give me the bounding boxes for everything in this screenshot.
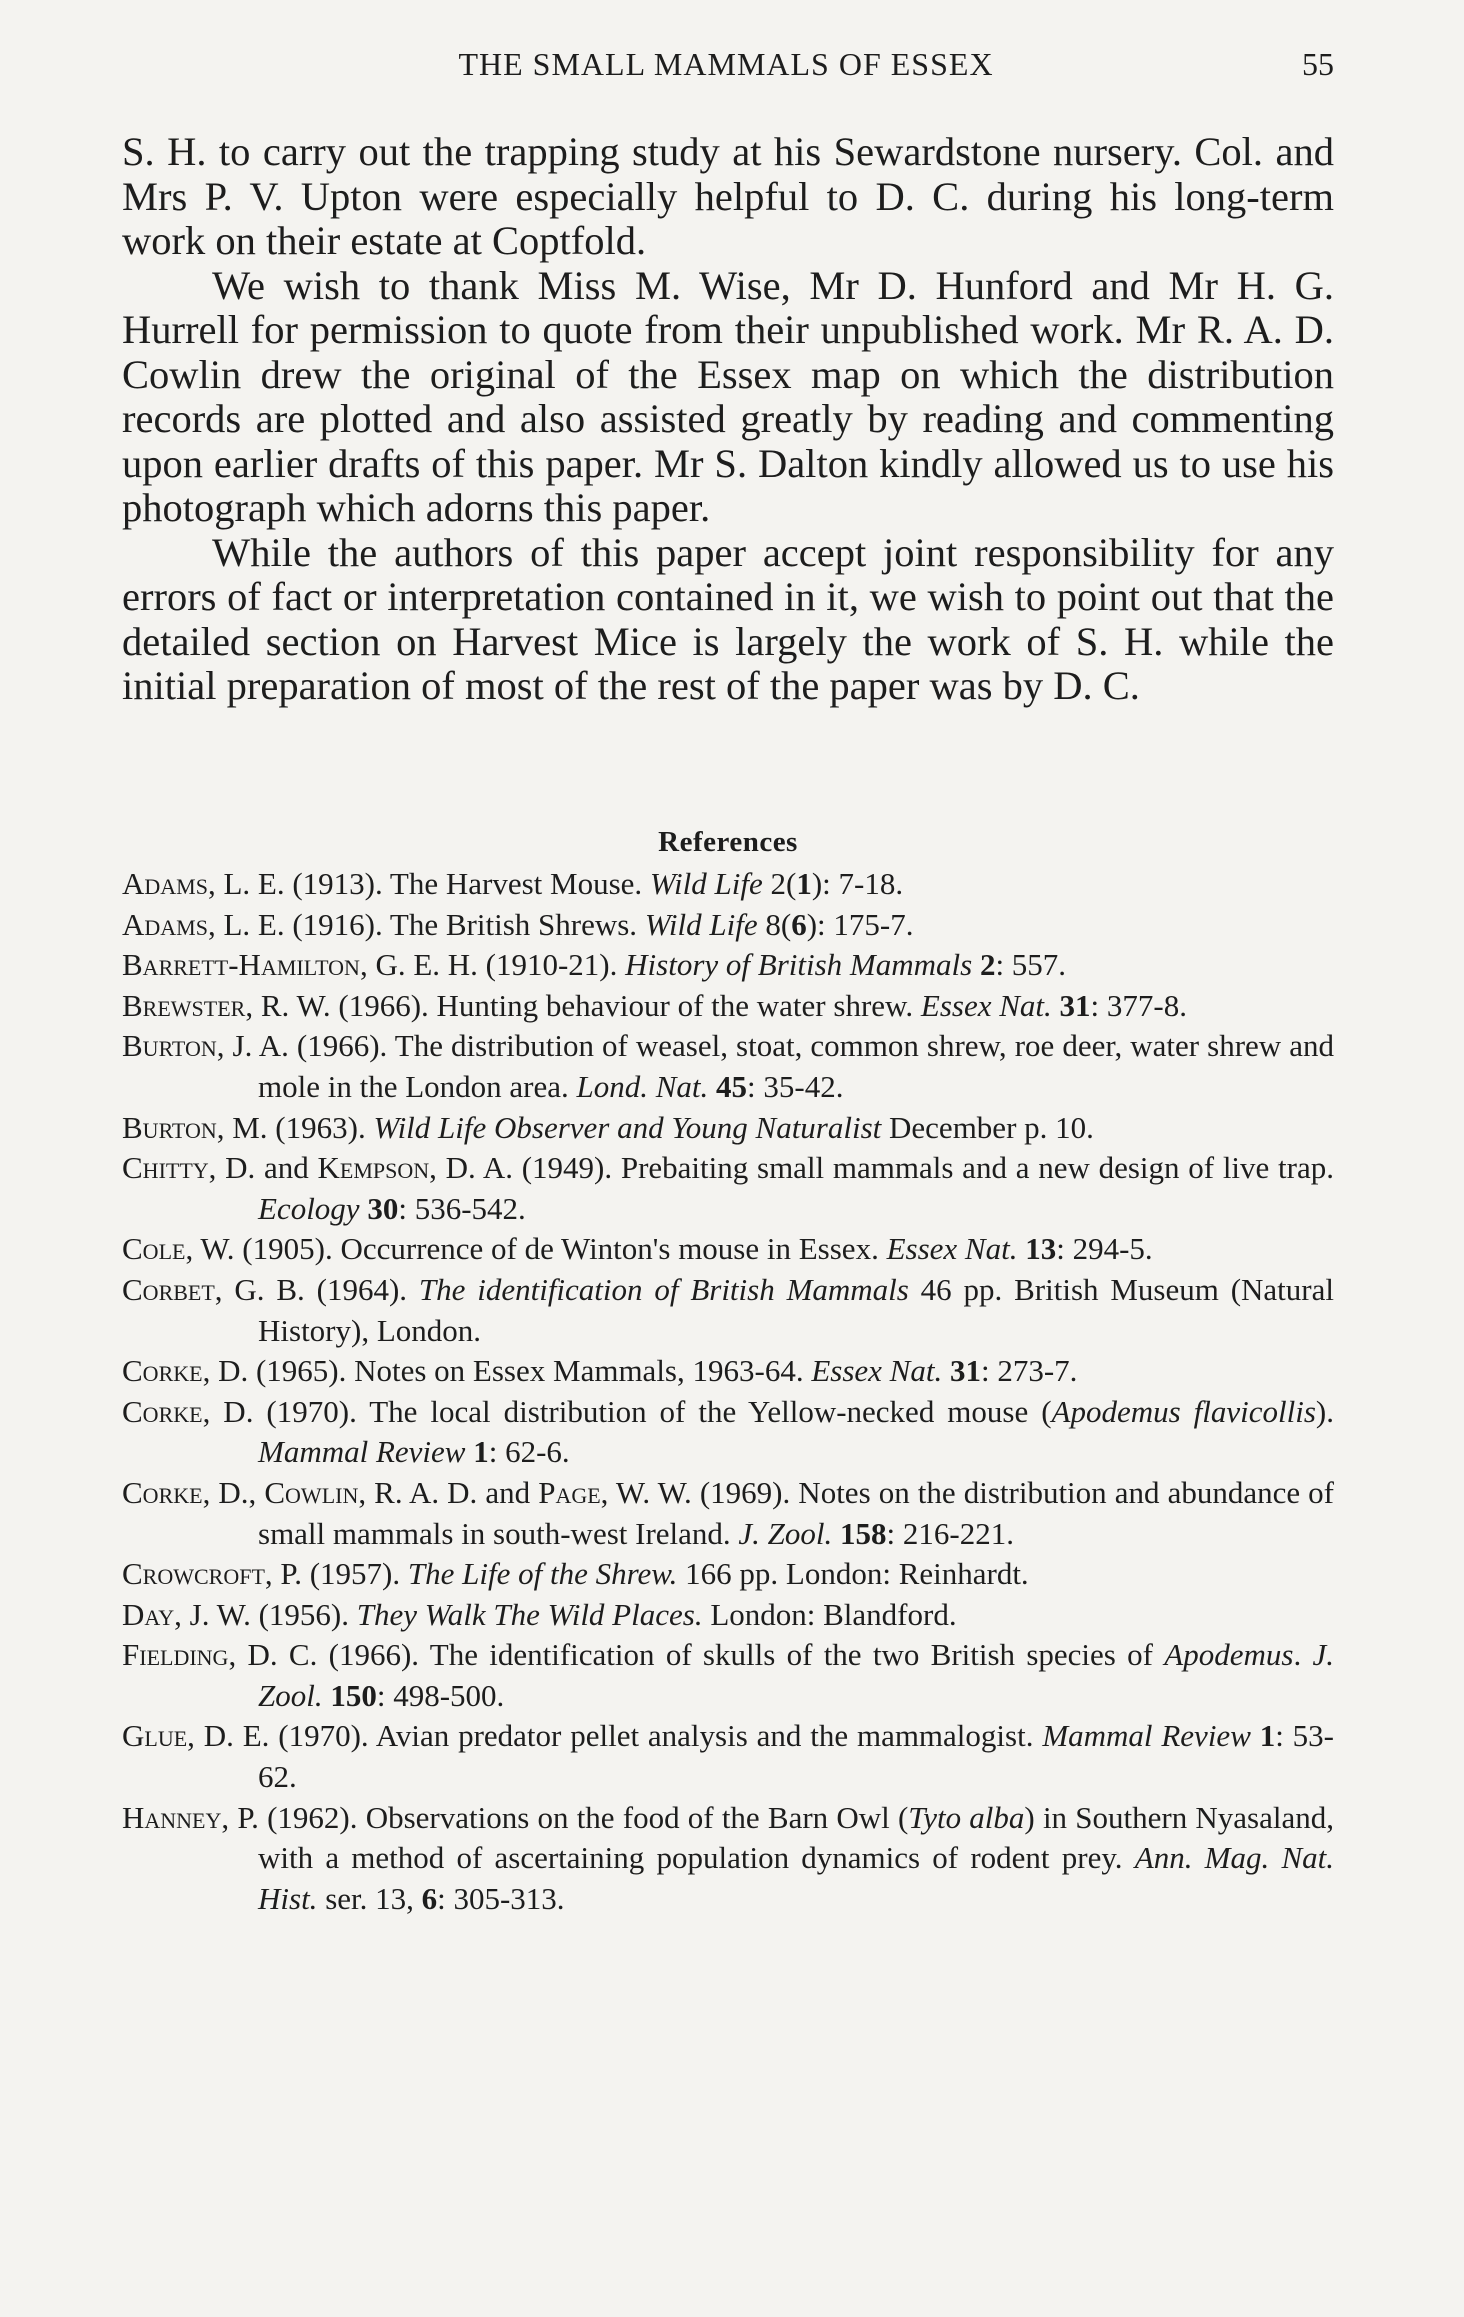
text-run: , D. (1965). Notes on Essex Mammals, 1963-64.	[202, 1353, 812, 1389]
text-run: , D. E. (1970). Avian predator pellet analysis and the mammalogist.	[187, 1718, 1043, 1754]
italic-title: J. Zool.	[258, 1637, 1334, 1713]
text-run: : 273-7.	[980, 1353, 1078, 1389]
text-run: : 377-8.	[1090, 987, 1187, 1023]
text-run: , G. E. H. (1910-21).	[359, 947, 626, 983]
text-run: , L. E. (1913). The Harvest Mouse.	[207, 866, 650, 901]
bold-number: 6	[421, 1880, 438, 1916]
small-caps-name: Brewster	[122, 987, 246, 1023]
small-caps-name: Kempson	[317, 1150, 430, 1186]
text-run: ): 7-18.	[811, 866, 904, 901]
text-run: , D. C. (1966). The identification of skulls of the two British species of	[228, 1637, 1165, 1673]
small-caps-name: Hanney	[122, 1799, 222, 1835]
reference-entry	[122, 1229, 1334, 1270]
text-run: ) in Southern Nyasaland, with a method of ascertaining population dynamics of rodent prey.	[258, 1799, 1334, 1876]
text-run: S. H. to carry out the trapping study at his Sewardstone nursery. Col. and Mrs P. V. Upton were especially helpful to D. C. during his long-term work on their estate at Coptfold.	[122, 129, 1334, 263]
text-run: , R. W. (1966). Hunting behaviour of the water shrew.	[245, 987, 921, 1023]
small-caps-name: Glue	[122, 1718, 188, 1754]
reference-entry	[122, 1148, 1334, 1229]
text-run: ser. 13,	[317, 1880, 422, 1916]
italic-title: Mammal Review	[1042, 1718, 1251, 1754]
small-caps-name: Chitty	[122, 1150, 209, 1186]
italic-title: Essex Nat.	[811, 1353, 943, 1389]
italic-title: Tyto alba	[908, 1799, 1025, 1835]
text-run: 166 pp. London: Reinhardt.	[677, 1556, 1029, 1592]
text-run: , D. and	[208, 1150, 318, 1186]
text-run: .	[1293, 1637, 1313, 1673]
bold-number: 31	[1059, 987, 1091, 1023]
reference-entry	[122, 1716, 1334, 1797]
italic-title: The Life of the Shrew.	[407, 1556, 678, 1592]
bold-number: 45	[716, 1068, 748, 1104]
italic-title: Essex Nat.	[886, 1231, 1018, 1267]
italic-title: Apodemus	[1164, 1637, 1294, 1673]
reference-entry	[122, 864, 1334, 905]
text-run: : 62-6.	[488, 1434, 570, 1470]
bold-number: 6	[791, 906, 807, 942]
italic-title: Ecology	[258, 1190, 360, 1226]
body-text	[122, 130, 1334, 709]
text-run: December p. 10.	[881, 1109, 1094, 1145]
reference-entry	[122, 1351, 1334, 1392]
text-run: : 305-313.	[437, 1880, 565, 1916]
text-run: , J. A. (1966). The distribution of weasel, stoat, common shrew, roe deer, water shrew and mole in the London area.	[216, 1028, 1334, 1104]
text-run: , L. E. (1916). The British Shrews.	[207, 906, 645, 942]
reference-entry	[122, 1635, 1334, 1716]
bold-number: 1	[796, 866, 812, 901]
small-caps-name: Fielding	[122, 1637, 229, 1673]
text-run: 46 pp. British Museum (Natural History), London.	[258, 1271, 1334, 1348]
bold-number: 1	[473, 1434, 489, 1470]
text-run	[832, 1516, 840, 1551]
reference-entry	[122, 1026, 1334, 1107]
reference-entry	[122, 1554, 1334, 1595]
text-run: : 557.	[995, 947, 1067, 983]
text-run: , J. W. (1956).	[174, 1596, 357, 1632]
reference-entry	[122, 1108, 1334, 1149]
reference-entry	[122, 945, 1334, 986]
references-heading: References	[658, 826, 798, 858]
italic-title: Wild Life Observer and Young Naturalist	[373, 1109, 882, 1145]
reference-entry	[122, 1595, 1334, 1636]
small-caps-name: Burton	[122, 1028, 217, 1064]
text-run: , G. B. (1964).	[214, 1271, 419, 1307]
italic-title: They Walk The Wild Places.	[356, 1596, 703, 1632]
reference-entry	[122, 905, 1334, 946]
small-caps-name: Burton	[122, 1109, 217, 1145]
text-run	[1052, 988, 1060, 1023]
body-paragraph	[122, 531, 1334, 709]
small-caps-name: Adams	[122, 906, 208, 942]
text-run: , W. W. (1969). Notes on the distribution and abundance of small mammals in south-west Ireland.	[258, 1474, 1334, 1551]
italic-title: Essex Nat.	[920, 987, 1052, 1023]
running-header	[118, 46, 1334, 96]
small-caps-name: Cole	[122, 1231, 186, 1267]
small-caps-name: Barrett-Hamilton	[122, 947, 360, 983]
text-run: , P. (1962). Observations on the food of the Barn Owl (	[221, 1799, 909, 1835]
italic-title: The identification of British Mammals	[418, 1271, 909, 1307]
reference-list	[122, 864, 1334, 1919]
italic-title: Ann. Mag. Nat. Hist.	[258, 1840, 1334, 1916]
text-run: , D. A. (1949). Prebaiting small mammals and a new design of live trap.	[429, 1150, 1334, 1186]
text-run	[942, 1353, 950, 1388]
text-run: , R. A. D. and	[358, 1474, 539, 1510]
text-run	[708, 1069, 716, 1104]
small-caps-name: Corke	[122, 1474, 203, 1510]
text-run: London: Blandford.	[702, 1596, 957, 1632]
bold-number: 13	[1025, 1231, 1057, 1267]
bold-number: 31	[949, 1353, 981, 1389]
reference-entry	[122, 986, 1334, 1027]
text-run: : 498-500.	[376, 1677, 505, 1713]
text-run: : 53-62.	[258, 1718, 1334, 1795]
bold-number: 2	[979, 947, 996, 983]
small-caps-name: Corbet	[122, 1271, 215, 1307]
text-run: : 35-42.	[747, 1068, 844, 1104]
bold-number: 158	[840, 1515, 887, 1551]
small-caps-name: Day	[122, 1596, 175, 1632]
body-paragraph	[122, 130, 1334, 264]
italic-title: Apodemus flavicollis	[1051, 1393, 1316, 1429]
italic-title: Wild Life	[644, 906, 758, 942]
small-caps-name: Crowcroft	[122, 1556, 265, 1592]
italic-title: Lond. Nat.	[576, 1068, 709, 1104]
italic-title: History of British Mammals	[625, 947, 973, 983]
text-run: 2(	[762, 866, 797, 901]
page-number: 55	[1302, 46, 1334, 82]
italic-title: Wild Life	[649, 866, 763, 901]
text-run: 8(	[757, 906, 792, 942]
italic-title: Mammal Review	[258, 1434, 466, 1470]
small-caps-name: Page	[538, 1474, 601, 1510]
text-run: , W. (1905). Occurrence of de Winton's mouse in Essex.	[185, 1231, 887, 1267]
text-run: , D. (1970). The local distribution of the Yellow-necked mouse (	[202, 1393, 1052, 1429]
text-run: , P. (1957).	[264, 1556, 408, 1592]
text-run: : 536-542.	[398, 1190, 526, 1226]
text-run: We wish to thank Miss M. Wise, Mr D. Hunford and Mr H. G. Hurrell for permission to quote from their unpublished work. Mr R. A. D. Cowlin drew the original of the Essex map on which the distribution records are plotted and also assisted greatly by reading and commenting upon earlier drafts of this paper. Mr S. Dalton kindly allowed us to use his photograph which adorns this paper.	[122, 262, 1334, 530]
text-run: While the authors of this paper accept joint responsibility for any errors of fact or interpretation contained in it, we wish to point out that the detailed section on Harvest Mice is largely the work of S. H. while the initial preparation of most of the rest of the paper was by D. C.	[122, 529, 1334, 708]
reference-entry	[122, 1798, 1334, 1920]
text-run: , D.,	[202, 1474, 265, 1510]
reference-entry	[122, 1392, 1334, 1473]
text-run: ).	[1315, 1393, 1334, 1429]
reference-entry	[122, 1270, 1334, 1351]
small-caps-name: Cowlin	[264, 1474, 359, 1510]
small-caps-name: Corke	[122, 1353, 203, 1389]
bold-number: 30	[367, 1190, 399, 1226]
italic-title: J. Zool.	[738, 1515, 833, 1551]
text-run: ): 175-7.	[806, 906, 914, 942]
small-caps-name: Corke	[122, 1393, 203, 1429]
running-title: THE SMALL MAMMALS OF ESSEX	[458, 46, 994, 82]
reference-entry	[122, 1473, 1334, 1554]
text-run: : 216-221.	[886, 1515, 1014, 1551]
text-run	[1251, 1718, 1260, 1753]
bold-number: 1	[1259, 1718, 1276, 1754]
bold-number: 150	[330, 1677, 377, 1713]
text-run: , M. (1963).	[216, 1109, 374, 1145]
text-run: : 294-5.	[1056, 1231, 1153, 1267]
text-run	[972, 947, 980, 982]
small-caps-name: Adams	[122, 866, 208, 901]
body-paragraph	[122, 264, 1334, 531]
